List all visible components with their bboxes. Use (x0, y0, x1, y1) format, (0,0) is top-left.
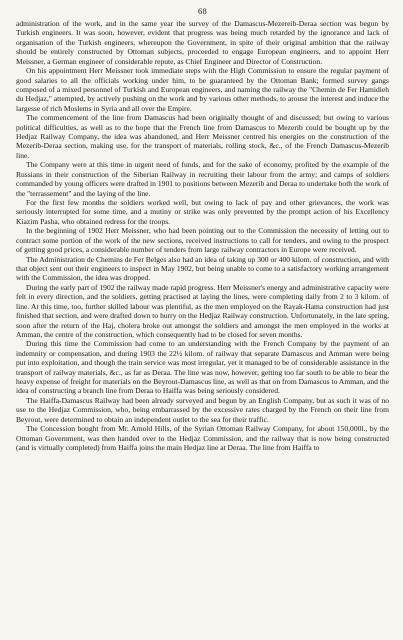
body-text (16, 19, 389, 452)
paragraph: administration of the work, and in the same year the survey of the Damascus-Mezereib-Deraa section was begun by Turkish engineers. It was soon, however, evident that progress was being much retarded by the ignorance and lack of organisation of the Turkish engineers, whereupon the Government, in spite of their original ambition that the railway should be entirely constructed by Ottoman subjects, proceeded to engage European engineers, and to appoint Herr Meissner, a German engineer of considerable repute, as Chief Engineer and Director of Construction. (16, 19, 389, 66)
paragraph: During this time the Commission had come to an understanding with the French Company by the payment of an indemnity or compensation, and during 1903 the 22½ kilom. of railway that separate Damascus and Amman were being put into exploitation, and though the train service was most irregular, yet it managed to be of considerable assistance in the transport of railway materials, &c., as far as Deraa. The line was now, however, getting too far south to be able to bear the heavy expense of freight for materials on the Beyrout-Damascus line, as well as that on from Damascus to Amman, and the idea of constructing a branch line from Deraa to Haiffa was being seriously considered. (16, 339, 389, 396)
paragraph: During the early part of 1902 the railway made rapid progress. Herr Meissner's energy and administrative capacity were felt in every direction, and the soldiers, getting practised at laying the lines, were completing daily from 2 to 3 kilom. of line. At this time, too, further skilled labour was plentiful, as the men employed on the Rayak-Hama construction had just finished that section, and were drafted down to hurry on the Hedjaz Railway construction. Unfortunately, in the late spring, soon after the return of the Haj, cholera broke out amongst the soldiers and amongst the men employed in the works at Amman, the centre of the construction, which consequently had to be closed for seven months. (16, 282, 389, 339)
paragraph: The Concession bought from Mr. Arnold Hills, of the Syrian Ottoman Railway Company, for about 150,000l., by the Ottoman Government, was then handed over to the Hedjaz Commission, and the railway that is now being constructed (and is virtually completed) from Haiffa joins the main Hedjaz line at Deraa. The line from Haiffa to (16, 424, 389, 452)
paragraph: For the first few months the soldiers worked well, but owing to lack of pay and other grievances, the work was seriously interrupted for some time, and a mutiny or strike was only prevented by the prompt action of his Excellency Kiazim Pasha, who obtained redress for the troops. (16, 198, 389, 226)
paragraph: On his appointment Herr Meissner took immediate steps with the High Commission to ensure the regular payment of good salaries to all the officials working under him, to be guaranteed by the Ottoman Bank; formed survey gangs composed of a mixed personnel of Turkish and European engineers, and naming the railway the "Chemin de Fer Hamidieh du Hedjaz," attempted, by actively pushing on the work and by various other methods, to arouse the interest and induce the largesse of rich Moslems in Syria and all over the Empire. (16, 66, 389, 113)
paragraph: The commencement of the line from Damascus had been originally thought of and discussed; but owing to various political difficulties, as well as to the hope that the French line from Damascus to Mezerib could be bought up by the Hedjaz Railway Company, the idea was abandoned, and Herr Meissner centred his energies on the construction of the Mezerib-Deraa section, making use, for the transport of materials, rolling stock, &c., of the French Damascus-Mezerib line. (16, 113, 389, 160)
paragraph: The Company were at this time in urgent need of funds, and for the sake of economy, profited by the example of the Russians in their construction of the Siberian Railway in recruiting their labour from the army; and camps of soldiers commanded by young officers were drafted in 1901 to positions between Mezerib and Deraa to undertake both the work of the "terrassement" and the laying of the line. (16, 160, 389, 198)
paragraph: The Haiffa-Damascus Railway had been already surveyed and begun by an English Company, but as such it was of no use to the Hedjaz Commission, who, being embarrassed by the excessive rates charged by the French on their line from Beyrout, were determined to obtain an independent outlet to the sea for their traffic. (16, 395, 389, 424)
paragraph: The Administration de Chemins de Fer Belges also had an idea of taking up 300 or 400 kilom. of construction, and with that object sent out their engineers to inspect in May 1902, but being unable to come to a satisfactory working arrangement with the Commission, the idea was dropped. (16, 254, 389, 283)
page-number: 68 (197, 6, 208, 16)
paragraph: In the beginning of 1902 Herr Meissner, who had been pointing out to the Commission the necessity of letting out to contract some portion of the work of the new sections, received instructions to call for tenders, and owing to the prospect of getting good prices, a considerable number of tenders from large railway contractors in Europe were received. (16, 226, 389, 255)
